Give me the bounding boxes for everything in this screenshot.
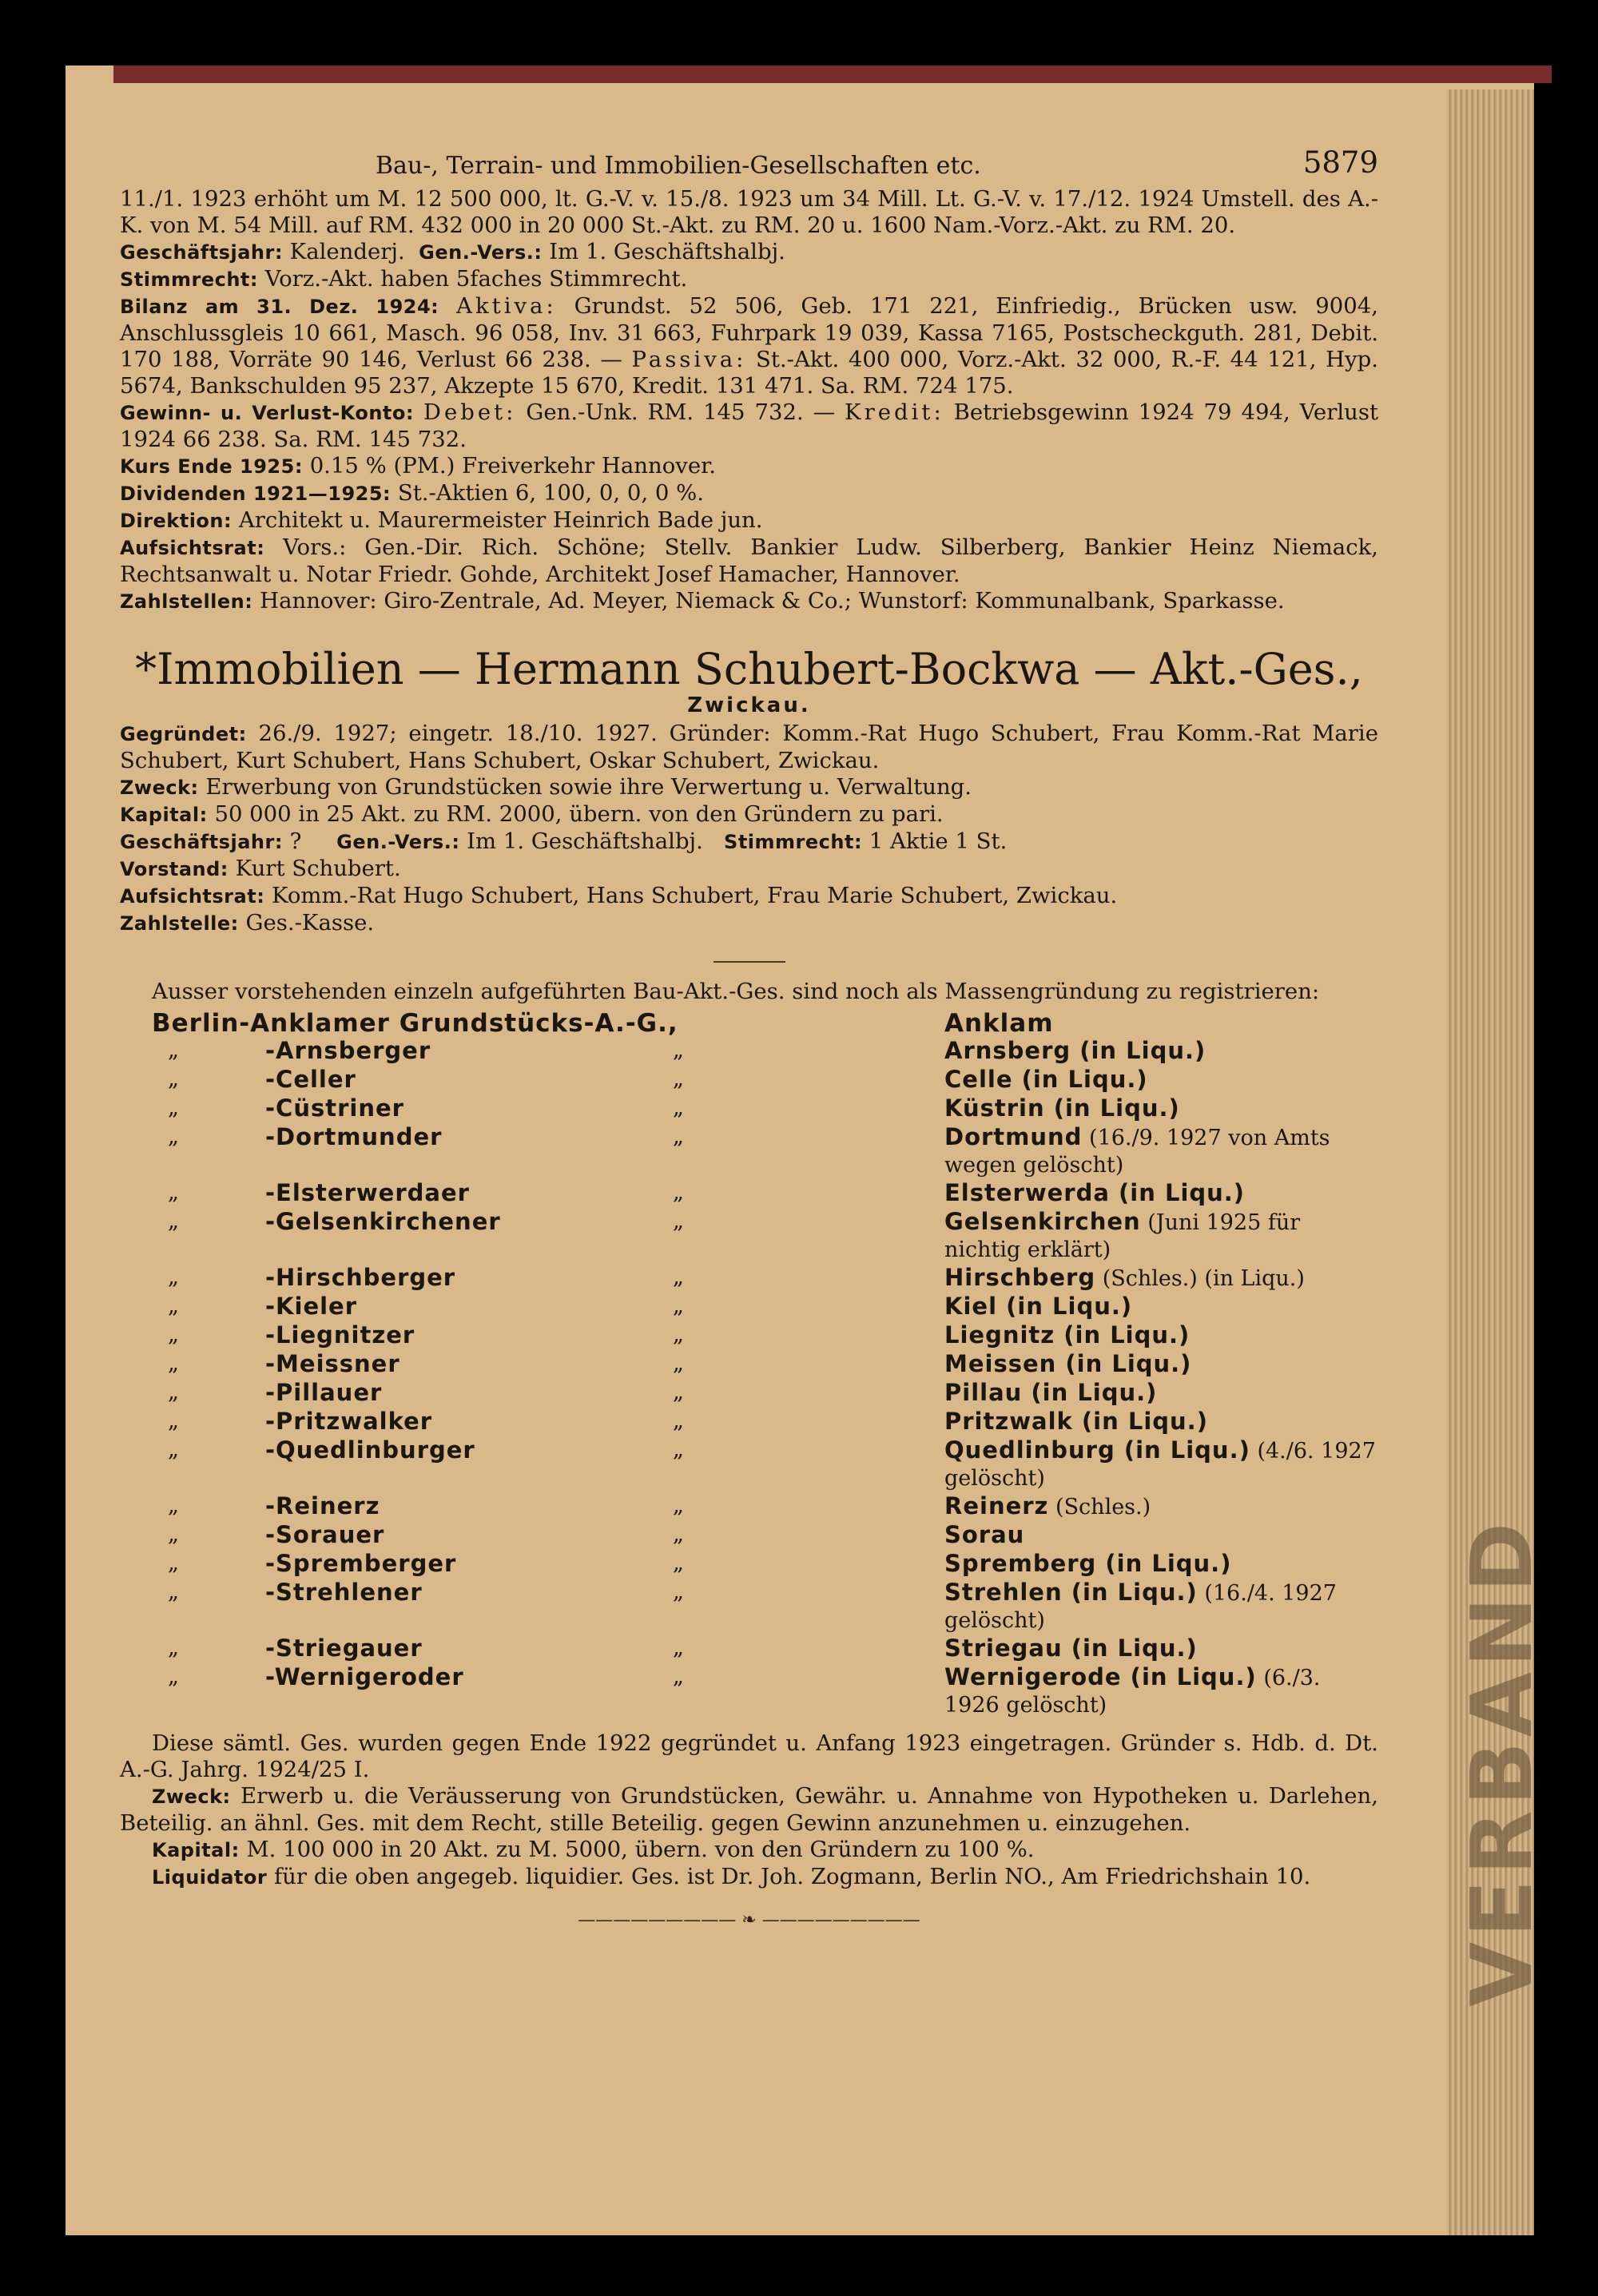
table-row <box>120 1293 1378 1321</box>
table-row <box>120 1379 1378 1408</box>
table-row <box>120 1521 1378 1550</box>
ditto-mark: „ <box>673 1180 684 1205</box>
ditto-mark: „ <box>168 1124 179 1149</box>
place-cell <box>944 1264 1378 1293</box>
table-row <box>120 1436 1378 1492</box>
place-note: (Schles.) (in Liqu.) <box>1102 1266 1305 1291</box>
company-name: -Dortmunder <box>265 1123 443 1150</box>
purpose: Zweck: Erwerbung von Grundstücken sowie ihre Verwertung u. Verwaltung. <box>120 774 972 800</box>
company-name: -Quedlinburger <box>265 1436 475 1464</box>
ditto-mark: „ <box>168 1437 179 1462</box>
place-name: Hirschberg <box>944 1264 1096 1291</box>
place-name: Pritzwalk (in Liqu.) <box>944 1408 1208 1435</box>
table-row <box>120 1066 1378 1094</box>
place-cell <box>944 1521 1378 1550</box>
company-name: -Pritzwalker <box>265 1408 433 1435</box>
paying-agents: Zahlstellen: Hannover: Giro-Zentrale, Ad. Meyer, Niemack & Co.; Wunstorf: Kommunalbank, Sparkasse. <box>120 588 1285 614</box>
table-row <box>120 1408 1378 1436</box>
end-ornament: ————————— ❧ ————————— <box>578 1910 920 1930</box>
ditto-mark: „ <box>168 1380 179 1404</box>
paying-agent: Zahlstelle: Ges.-Kasse. <box>120 910 375 935</box>
place-name: Arnsberg (in Liqu.) <box>944 1037 1206 1064</box>
place-name: Pillau (in Liqu.) <box>944 1379 1158 1406</box>
place-name: Küstrin (in Liqu.) <box>944 1094 1180 1122</box>
supervisory-board: Aufsichtsrat: Komm.-Rat Hugo Schubert, Hans Schubert, Frau Marie Schubert, Zwickau. <box>120 883 1118 908</box>
company-name: -Liegnitzer <box>265 1321 415 1349</box>
voting-line: Stimmrecht: Vorz.-Akt. haben 5faches Stimmrecht. <box>120 266 688 292</box>
ditto-mark: „ <box>673 1265 684 1289</box>
place-cell <box>944 1663 1378 1719</box>
ditto-mark: „ <box>673 1408 684 1433</box>
place-name: Dortmund <box>944 1123 1083 1150</box>
supervisory-board: Aufsichtsrat: Vors.: Gen.-Dir. Rich. Schöne; Stellv. Bankier Ludw. Silberberg, Bankier Heinz Niemack, Rechtsanwalt u. Notar Friedr. Gohde, Architekt Josef Hamacher, Hannover. <box>120 534 1378 587</box>
company-name: -Hirschberger <box>265 1264 456 1291</box>
page-number: 5879 <box>1302 145 1378 180</box>
mass-closing <box>120 1730 1378 1891</box>
management: Direktion: Architekt u. Maurermeister Heinrich Bade jun. <box>120 507 763 533</box>
mass-intro: Ausser vorstehenden einzeln aufgeführten Bau-Akt.-Ges. sind noch als Massengründung zu registrieren: <box>152 979 1320 1004</box>
table-row <box>120 1123 1378 1179</box>
place-name: Wernigerode (in Liqu.) <box>944 1663 1257 1690</box>
capital-history: 11./1. 1923 erhöht um M. 12 500 000, lt. G.-V. v. 15./8. 1923 um 34 Mill. Lt. G.-V. v. 17./12. 1924 Umstell. des A.-K. von M. 54 Mill. auf RM. 432 000 in 20 000 St.-Akt. zu RM. 20 u. 1600 Nam.-Vorz.-Akt. zu RM. 20. <box>120 186 1378 238</box>
table-row <box>120 1264 1378 1293</box>
company-name: -Spremberger <box>265 1550 457 1577</box>
place-note: (16./9. 1927 von Amts wegen gelöscht) <box>944 1126 1330 1178</box>
share-price: Kurs Ende 1925: 0.15 % (PM.) Freiverkehr Hannover. <box>120 453 716 479</box>
page-edges <box>1446 89 1551 2235</box>
company-name: -Meissner <box>265 1350 400 1377</box>
company-name: -Celler <box>265 1066 356 1093</box>
table-row <box>120 1579 1378 1635</box>
place-cell <box>944 1208 1378 1264</box>
mass-capital: Kapital: M. 100 000 in 20 Akt. zu M. 5000, übern. von den Gründern zu 100 %. <box>152 1837 1035 1862</box>
ditto-mark: „ <box>168 1635 179 1660</box>
ditto-mark: „ <box>168 1180 179 1205</box>
table-row <box>120 1550 1378 1579</box>
place-note: (Schles.) <box>1055 1495 1151 1519</box>
ditto-mark: „ <box>673 1322 684 1347</box>
ditto-mark: „ <box>168 1664 179 1689</box>
table-row <box>120 1208 1378 1264</box>
ditto-mark: „ <box>673 1067 684 1091</box>
table-row <box>120 1492 1378 1521</box>
place-name: Striegau (in Liqu.) <box>944 1635 1198 1662</box>
place-name: Sorau <box>944 1521 1025 1548</box>
ditto-mark: „ <box>168 1579 179 1604</box>
place-cell <box>944 1066 1378 1094</box>
profit-loss: Gewinn- u. Verlust-Konto: Debet: Gen.-Unk. RM. 145 732. — Kredit: Betriebsgewinn 1924 79 494, Verlust 1924 66 238. Sa. RM. 145 732. <box>120 399 1379 452</box>
company-name: -Striegauer <box>265 1635 423 1662</box>
place-name: Strehlen (in Liqu.) <box>944 1579 1198 1606</box>
ditto-mark: „ <box>673 1522 684 1547</box>
company-name: -Elsterwerdaer <box>265 1179 470 1206</box>
company-name: -Reinerz <box>265 1492 380 1519</box>
liquidator: Liquidator für die oben angegeb. liquidier. Ges. ist Dr. Joh. Zogmann, Berlin NO., Am Friedrichshain 10. <box>152 1864 1311 1889</box>
place-name: Celle (in Liqu.) <box>944 1066 1148 1093</box>
place-cell <box>944 1635 1378 1663</box>
company-name: -Kieler <box>265 1293 358 1320</box>
place-cell <box>944 1179 1378 1208</box>
ditto-mark: „ <box>673 1038 684 1063</box>
company-name: -Arnsberger <box>265 1037 431 1064</box>
ditto-mark: „ <box>168 1095 179 1120</box>
place-cell <box>944 1321 1378 1350</box>
founded: Gegründet: 26./9. 1927; eingetr. 18./10. 1927. Gründer: Komm.-Rat Hugo Schubert, Frau Komm.-Rat Marie Schubert, Kurt Schubert, Hans Schubert, Oskar Schubert, Zwickau. <box>120 721 1378 773</box>
running-head: Bau-, Terrain- und Immobilien-Gesellschaften etc. <box>376 152 981 180</box>
company-name: -Cüstriner <box>265 1094 404 1122</box>
place-name: Liegnitz (in Liqu.) <box>944 1321 1191 1349</box>
ditto-mark: „ <box>673 1579 684 1604</box>
place-name: Kiel (in Liqu.) <box>944 1293 1133 1320</box>
previous-company-entry <box>120 186 1378 615</box>
ditto-mark: „ <box>168 1322 179 1347</box>
ditto-mark: „ <box>168 1493 179 1518</box>
fiscal-line: Geschäftsjahr: Kalenderj. Gen.-Vers.: Im 1. Geschäftshalbj. <box>120 239 785 264</box>
company-name: -Sorauer <box>265 1521 385 1548</box>
place-cell <box>944 1436 1378 1492</box>
place-note: (4./6. 1927 gelöscht) <box>944 1439 1376 1491</box>
place-name: Spremberg (in Liqu.) <box>944 1550 1232 1577</box>
mass-purpose: Zweck: Erwerb u. die Veräusserung von Grundstücken, Gewähr. u. Annahme von Hypotheken u. Darlehen, Beteilig. an ähnl. Ges. mit dem Recht, stille Beteilig. gegen Gewinn anzunehmen u. einzugehen. <box>120 1783 1378 1836</box>
ditto-mark: „ <box>168 1522 179 1547</box>
balance-sheet: Bilanz am 31. Dez. 1924: Aktiva: Grundst. 52 506, Geb. 171 221, Einfriedig., Brücken usw. 9004, Anschlussgleis 10 661, Masch. 96 058, Inv. 31 663, Fuhrpark 19 039, Kassa 7165, Postscheckguth. 281, Debit. 170 188, Vorräte 90 146, Verlust 66 238. — Passiva: St.-Akt. 400 000, Vorz.-Akt. 32 000, R.-F. 44 121, Hyp. 5674, Bankschulden 95 237, Akzepte 15 670, Kredit. 131 471. Sa. RM. 724 175. <box>120 293 1378 399</box>
table-row <box>120 1037 1378 1066</box>
company-name: -Strehlener <box>265 1579 423 1606</box>
ditto-mark: „ <box>168 1551 179 1575</box>
ditto-mark: „ <box>673 1380 684 1404</box>
section-divider <box>714 961 785 963</box>
ditto-mark: „ <box>168 1351 179 1376</box>
capital: Kapital: 50 000 in 25 Akt. zu RM. 2000, übern. von den Gründern zu pari. <box>120 801 944 827</box>
ditto-mark: „ <box>673 1493 684 1518</box>
place-cell <box>944 1492 1378 1521</box>
fiscal-line: Geschäftsjahr: ? Gen.-Vers.: Im 1. Geschäftshalbj. Stimmrecht: 1 Aktie 1 St. <box>120 828 1008 854</box>
table-row <box>120 1179 1378 1208</box>
ditto-mark: „ <box>168 1293 179 1318</box>
ditto-mark: „ <box>673 1124 684 1149</box>
company-title: *Immobilien — Hermann Schubert-Bockwa — Akt.-Ges., <box>135 644 1363 694</box>
ditto-mark: „ <box>673 1293 684 1318</box>
table-row <box>120 1094 1378 1123</box>
place-cell <box>944 1579 1378 1635</box>
company-city: Zwickau. <box>687 693 811 717</box>
place-name: Reinerz <box>944 1492 1049 1519</box>
page-content <box>120 145 1378 1930</box>
place-cell <box>944 1123 1378 1179</box>
page-header <box>120 145 1378 180</box>
place-cell <box>944 1408 1378 1436</box>
place-cell <box>944 1379 1378 1408</box>
table-row <box>120 1321 1378 1350</box>
table-row <box>120 1350 1378 1379</box>
ditto-mark: „ <box>673 1437 684 1462</box>
mass-founding-table <box>120 1010 1378 1719</box>
spine-lettering: VERBAND <box>1453 1517 1551 2007</box>
place-note: (16./4. 1927 gelöscht) <box>944 1581 1337 1633</box>
place-cell <box>944 1037 1378 1066</box>
place-cell <box>944 1350 1378 1379</box>
place-name: Quedlinburg (in Liqu.) <box>944 1436 1250 1464</box>
table-row: Berlin-Anklamer Grundstücks-A.-G., Anklam <box>152 1009 1054 1038</box>
place-note: (Juni 1925 für nichtig erklärt) <box>944 1210 1301 1262</box>
company-entry <box>120 721 1378 937</box>
ditto-mark: „ <box>673 1095 684 1120</box>
ditto-mark: „ <box>168 1265 179 1289</box>
closing-note: Diese sämtl. Ges. wurden gegen Ende 1922 gegründet u. Anfang 1923 eingetragen. Gründer s. Hdb. d. Dt. A.-G. Jahrg. 1924/25 I. <box>120 1730 1378 1782</box>
binding-strip <box>113 66 1552 83</box>
ditto-mark: „ <box>168 1038 179 1063</box>
ditto-mark: „ <box>168 1067 179 1091</box>
place-name: Meissen (in Liqu.) <box>944 1350 1192 1377</box>
place-cell <box>944 1094 1378 1123</box>
table-row <box>120 1663 1378 1719</box>
ditto-mark: „ <box>673 1664 684 1689</box>
company-name: -Pillauer <box>265 1379 383 1406</box>
ditto-mark: „ <box>673 1635 684 1660</box>
ditto-mark: „ <box>673 1551 684 1575</box>
company-name: -Wernigeroder <box>265 1663 464 1690</box>
place-name: Elsterwerda (in Liqu.) <box>944 1179 1246 1206</box>
board: Vorstand: Kurt Schubert. <box>120 856 401 881</box>
place-cell <box>944 1293 1378 1321</box>
place-note: (6./3. 1926 gelöscht) <box>944 1666 1321 1718</box>
ditto-mark: „ <box>168 1209 179 1233</box>
company-name: -Gelsenkirchener <box>265 1208 501 1235</box>
ditto-mark: „ <box>673 1351 684 1376</box>
ditto-mark: „ <box>673 1209 684 1233</box>
place-cell <box>944 1550 1378 1579</box>
book-page <box>66 66 1551 2235</box>
dividends: Dividenden 1921—1925: St.-Aktien 6, 100, 0, 0, 0 %. <box>120 480 704 506</box>
table-row <box>120 1635 1378 1663</box>
ditto-mark: „ <box>168 1408 179 1433</box>
place-name: Gelsenkirchen <box>944 1208 1141 1235</box>
